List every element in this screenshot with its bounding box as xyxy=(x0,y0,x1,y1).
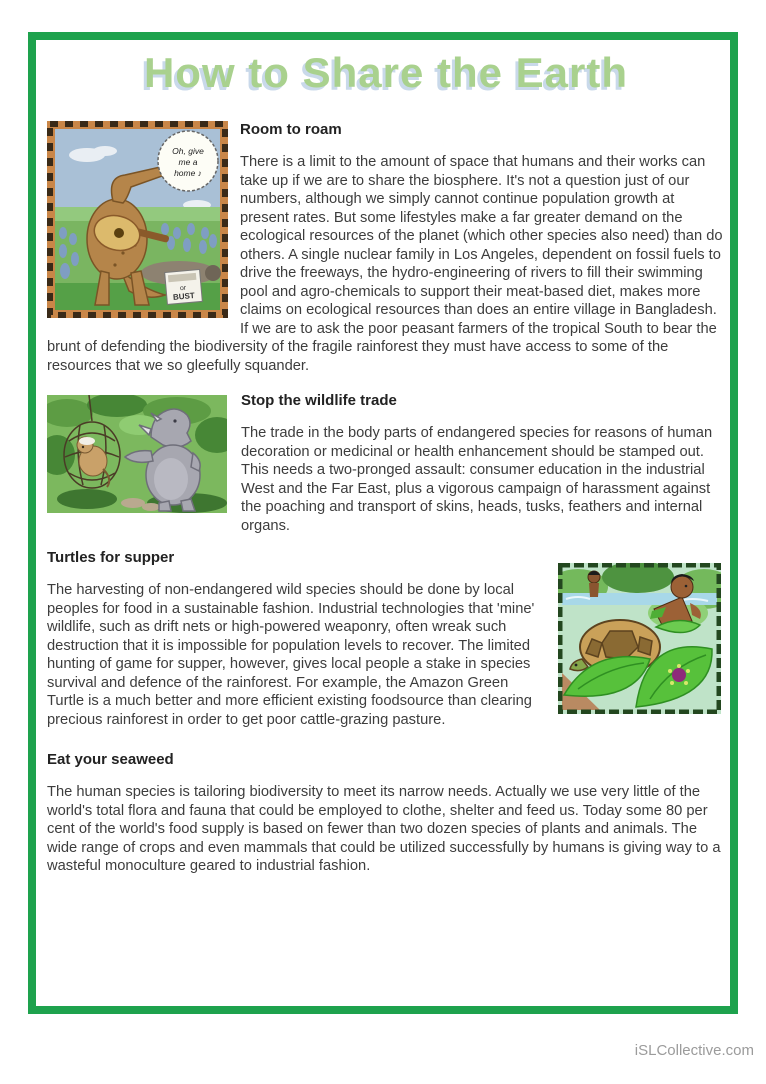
rhino-caged-monkey-svg xyxy=(47,395,227,513)
bubble-line-1: Oh, give xyxy=(172,146,204,156)
rhino-caged-monkey-illustration xyxy=(47,395,227,513)
roadside-sign xyxy=(165,269,203,304)
page-title: How to Share the Earth xyxy=(143,49,629,96)
section-heading-turtles-for-supper: Turtles for supper xyxy=(47,549,175,566)
section-turtles-for-supper xyxy=(47,549,725,732)
bubble-line-2: me a xyxy=(178,157,198,167)
section-heading-eat-your-seaweed: Eat your seaweed xyxy=(47,751,174,768)
section-body-stop-the-wildlife-trade: The trade in the body parts of endangered species for reasons of human decoration or medicinal or health enhancement should be stamped out. This needs a two-pronged assault: consumer education in the industrial West and the Far East, plus a vigorous campaign of harassment against the poaching and transport of skins, heads, tusks, feathers and internal organs. xyxy=(241,425,713,534)
turtle-villagers-svg xyxy=(558,563,721,714)
section-body-turtles-for-supper: The harvesting of non-endangered wild species should be done by local peoples for food in a sustainable fashion. Industrial technologies that 'mine' wildlife, such as drift nets or high-powered weaponry, often wreak such destruction that it is impossible for population levels to recover. The limited hunting of game for supper, however, gives local people a stake in species survival and defence of the rainforest. For example, the Amazon Green Turtle is a much better and more efficient existing foodsource than clearing precious rainforest in order to get poor cattle-grazing pasture. xyxy=(47,582,535,728)
section-eat-your-seaweed xyxy=(47,751,725,876)
section-stop-the-wildlife-trade xyxy=(47,392,725,543)
crocodile-guitar-svg xyxy=(47,121,228,318)
section-heading-stop-the-wildlife-trade: Stop the wildlife trade xyxy=(241,392,397,409)
rhino-eye xyxy=(173,419,176,422)
turtle-villagers-illustration xyxy=(558,563,721,714)
section-body-eat-your-seaweed: The human species is tailoring biodiversity to meet its narrow needs. Actually we use very little of the world's total flora and fauna that could be employed to clothe, shelter and feed us. Today some 80 per cent of the world's food supply is based on fewer than two dozen species of plants and animals. The wide range of crops and even mammals that could be utilized successfully by humans is giving way to a wasteful monoculture geared to industrial fashion. xyxy=(47,784,721,874)
sound-hole xyxy=(114,228,124,238)
tortoise-eye xyxy=(575,664,578,667)
sign-line-1: or xyxy=(179,284,187,293)
villager-small-torso xyxy=(589,583,599,597)
section-heading-room-to-roam: Room to roam xyxy=(240,121,342,138)
rhino-leg-left xyxy=(159,501,171,511)
sign-line-2: BUST xyxy=(172,291,196,302)
bubble-line-3: home ♪ xyxy=(174,168,202,178)
crocodile-guitar-illustration xyxy=(47,121,228,318)
speech-bubble xyxy=(158,131,218,191)
rhino-belly xyxy=(154,458,188,500)
villager-small xyxy=(588,571,600,597)
green-border-frame xyxy=(28,32,738,1014)
section-room-to-roam xyxy=(47,121,725,375)
section-body-room-to-roam: There is a limit to the amount of space that humans and their works can take up if we are to share the biosphere. It's not a question just of our numbers, although we simply cannot continue population growth at present rates. But some lifestyles make a far greater demand on the ecological resources of the planet (which other species also need) than do others. A single nuclear family in Los Angeles, dependent on fossil fuels to drive the freeways, the hydro-engineering of rivers to fill their swimming pool and agro-chemicals to support their meat-based diet, makes more claims on ecological resources than does an entire village in Bangladesh. If we are to ask the poor peasant farmers of the tropical South to bear the brunt of defending the biodiversity of the fragile rainforest they must have access to some of the resources that we so gleefully squander. xyxy=(47,154,723,374)
villager-eye xyxy=(685,585,688,588)
footer-brand: iSLCollective.com xyxy=(634,1042,754,1059)
bandage xyxy=(79,437,95,445)
